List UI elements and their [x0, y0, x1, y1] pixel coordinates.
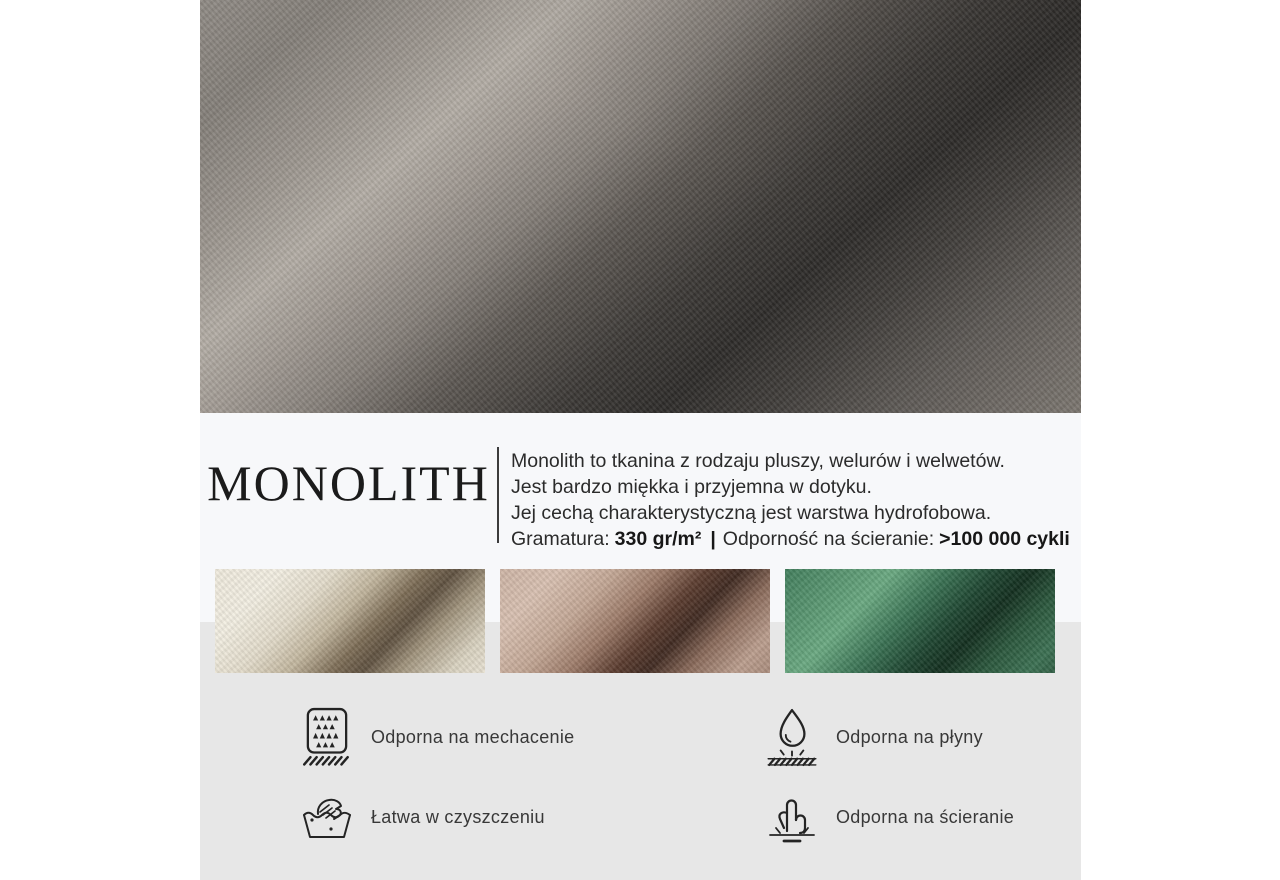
title-block	[200, 446, 497, 511]
product-description	[511, 448, 1070, 552]
swatch-taupe-velvet[interactable]	[500, 569, 770, 673]
description-line: Jej cechą charakterystyczną jest warstwa hydrofobowa.	[511, 502, 992, 524]
feature-liquid	[765, 697, 1060, 777]
feature-label: Odporna na mechacenie	[371, 726, 575, 747]
liquid-resistant-icon	[765, 706, 819, 768]
spec-separator: |	[710, 528, 716, 550]
pilling-resistant-icon	[300, 706, 354, 768]
feature-clean	[300, 777, 765, 857]
swatch-cream-velvet[interactable]	[215, 569, 485, 673]
content-column	[200, 0, 1081, 880]
feature-abrasion	[765, 777, 1060, 857]
easy-clean-icon	[300, 786, 354, 848]
feature-label: Odporna na ścieranie	[836, 806, 1015, 827]
feature-pilling	[300, 697, 765, 777]
feature-label: Odporna na płyny	[836, 726, 983, 747]
vertical-divider	[497, 447, 499, 543]
weight-label: Gramatura:	[511, 528, 610, 550]
abrasion-resistant-icon	[765, 786, 819, 848]
description-line: Monolith to tkanina z rodzaju pluszy, welurów i welwetów.	[511, 450, 1005, 472]
product-title: MONOLITH	[207, 455, 490, 511]
weight-value: 330 gr/m²	[614, 528, 702, 550]
swatch-green-velvet[interactable]	[785, 569, 1055, 673]
abrasion-value: >100 000 cykli	[939, 528, 1070, 550]
abrasion-label: Odporność na ścieranie:	[722, 528, 935, 550]
color-swatches	[215, 569, 1055, 673]
spec-line	[511, 526, 1070, 552]
feature-band	[200, 622, 1081, 880]
hero-fabric-image	[200, 0, 1081, 413]
description-line: Jest bardzo miękka i przyjemna w dotyku.	[511, 476, 872, 498]
feature-label: Łatwa w czyszczeniu	[371, 806, 545, 827]
feature-list	[300, 697, 1060, 857]
